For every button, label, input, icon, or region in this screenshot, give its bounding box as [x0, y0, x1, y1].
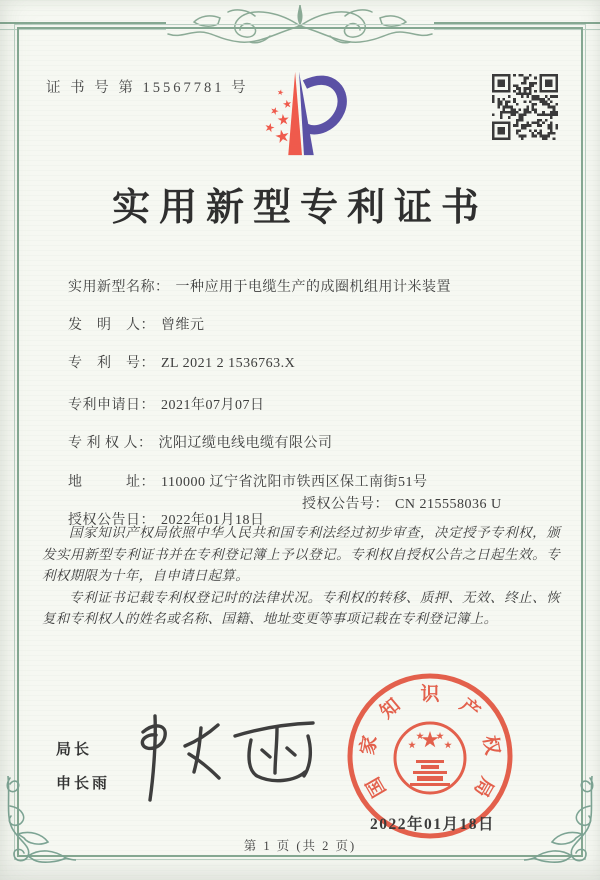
field-label: 授权公告日：: [68, 513, 155, 528]
qr-code-icon: [492, 74, 558, 140]
field-value: CN 215558036 U: [395, 497, 502, 512]
seal-char: 国: [362, 773, 391, 801]
field-grant-number: [302, 493, 502, 513]
field-label: 专 利 号：: [68, 356, 155, 371]
cnipa-logo-icon: [252, 64, 350, 164]
field-label: 专 利 权 人：: [68, 436, 153, 451]
field-value: 一种应用于电缆生产的成圈机组用计米装置: [175, 280, 451, 295]
seal-char: 知: [376, 694, 405, 724]
field-label: 授权公告号：: [302, 497, 389, 512]
legal-text-block: [42, 522, 560, 630]
director-signature: [115, 710, 325, 805]
field-label: 实用新型名称：: [68, 280, 170, 295]
seal-char: 识: [420, 684, 440, 705]
field-value: 110000 辽宁省沈阳市铁西区保工南街51号: [161, 475, 428, 490]
seal-char: 局: [469, 773, 498, 801]
field-label: 专利申请日：: [68, 398, 155, 413]
field-value: 曾维元: [161, 318, 205, 333]
field-label: 地 址：: [68, 475, 155, 490]
legal-paragraph-1: 国家知识产权局依照中华人民共和国专利法经过初步审查，决定授予专利权，颁发实用新型专利证书并在专利登记簿上予以登记。专利权自授权公告之日起生效。专利权期限为十年，自申请日起算。: [42, 525, 560, 583]
signer-name: 申长雨: [56, 776, 111, 792]
signer-title: 局长: [56, 742, 93, 758]
certificate-number: 证 书 号 第 15567781 号: [46, 80, 249, 96]
legal-paragraph-2: 专利证书记载专利权登记时的法律状况。专利权的转移、质押、无效、终止、恢复和专利权人的姓名或名称、国籍、地址变更等事项记载在专利登记簿上。: [42, 589, 560, 626]
signer-block: [56, 738, 110, 806]
national-emblem: [395, 723, 465, 793]
certificate-title: 实用新型专利证书: [111, 187, 488, 229]
seal-char: 家: [357, 734, 382, 757]
page-number: 第 1 页 (共 2 页): [243, 839, 357, 853]
seal-date: 2022年01月18日: [370, 816, 496, 833]
seal-char: 权: [478, 734, 503, 757]
field-value: 2022年01月18日: [161, 513, 265, 528]
field-value: 2021年07月07日: [161, 398, 265, 413]
field-value: 沈阳辽缆电线电缆有限公司: [158, 436, 333, 451]
seal-char: 产: [455, 694, 484, 724]
field-value: ZL 2021 2 1536763.X: [161, 356, 296, 371]
field-label: 发 明 人：: [68, 318, 155, 333]
